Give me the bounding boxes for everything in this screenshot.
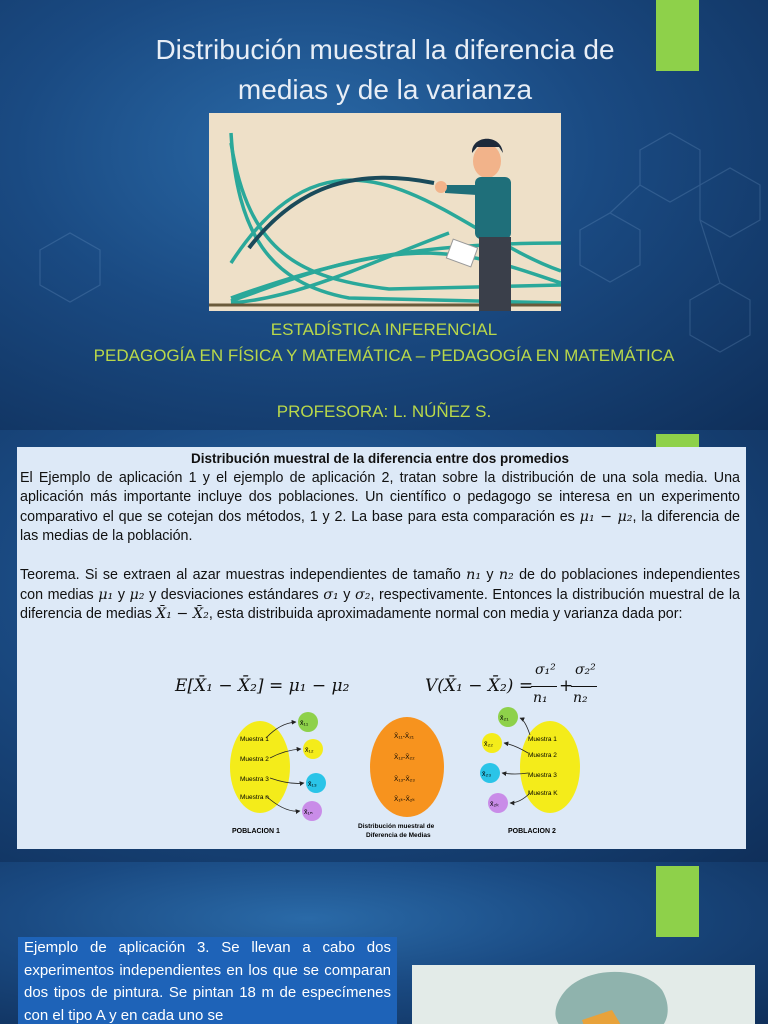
pop2-label: POBLACION 2 [508, 828, 556, 835]
example-slide [0, 862, 768, 1024]
pop1-sample-n: Muestra n [240, 794, 269, 801]
pop1-mean-n: x̄₁ₙ [304, 809, 313, 816]
theory-slide [0, 430, 768, 862]
xbar-difference-symbol: X̄₁ − X̄₂ [155, 606, 209, 622]
conj-y-2: y [117, 586, 125, 603]
course-name: ESTADÍSTICA INFERENCIAL [270, 320, 498, 339]
sigma2-symbol: σ₂ [355, 586, 371, 603]
variance-num-1: σ₁² [535, 662, 556, 678]
variance-plus: + [559, 676, 574, 696]
difference-item-3: X̄₁₃-X̄₂₃ [394, 776, 415, 783]
variance-num-2: σ₂² [575, 662, 596, 678]
theorem-text-e: , esta distribuida aproximadamente normal con media y varianza dada por: [208, 606, 683, 622]
paragraph-theorem [20, 566, 740, 625]
pop2-sample-2: Muestra 2 [528, 752, 557, 759]
accent-bar [656, 866, 699, 937]
formula-expected-value: E[X̄₁ − X̄₂] = μ₁ − μ₂ [175, 676, 350, 696]
intro-text: El Ejemplo de aplicación 1 y el ejemplo de aplicación 2, tratan sobre la distribución de una sola media. Una aplicación más importante incluye dos poblaciones. Un científico o pedagogo se interesa en un experimento comparativo el que se cotejan dos métodos, 1 y 2. La base para esta comparación es [20, 469, 740, 525]
paint-specimen-photo [412, 965, 755, 1024]
middle-label-2: Diferencia de Medias [366, 832, 431, 839]
conj-y-1: y [486, 567, 494, 583]
fraction-bar-2 [571, 686, 597, 687]
theorem-text-a: Teorema. Si se extraen al azar muestras independientes de tamaño [20, 567, 461, 583]
theorem-text-b: de do poblaciones independientes con medias [20, 567, 740, 603]
theorem-text-d: , respectivamente. Entonces la distribución muestral de la diferencia de medias [20, 586, 740, 622]
pop1-sample-3: Muestra 3 [240, 776, 269, 783]
pop1-sample-2: Muestra 2 [240, 756, 269, 763]
intro-text-end: , la diferencia de las medias de la población. [20, 508, 740, 544]
accent-bar [656, 434, 699, 448]
pop2-arrow-3 [502, 773, 528, 774]
n1-symbol: n₁ [466, 567, 482, 583]
pop2-sample-k: Muestra K [528, 790, 558, 797]
program-names: PEDAGOGÍA EN FÍSICA Y MATEMÁTICA – PEDAGOGÍA EN MATEMÁTICA [93, 346, 675, 365]
paragraph-intro [20, 469, 740, 547]
conj-y-3: y [343, 586, 351, 603]
teacher-name: PROFESORA: L. NÚÑEZ S. [276, 402, 492, 421]
title-line-1: Distribución muestral la diferencia de [155, 34, 615, 65]
sigma1-symbol: σ₁ [323, 586, 339, 603]
variance-lhs: V(X̄₁ − X̄₂) = [425, 676, 534, 696]
mu2-symbol: μ₂ [129, 586, 145, 603]
theorem-text-c: y desviaciones estándares [149, 586, 319, 603]
pop2-mean-k: x̄₂ₖ [490, 801, 500, 808]
middle-label-1: Distribución muestral de [358, 823, 435, 830]
title-slide [0, 0, 768, 430]
pop1-mean-3: x̄₁₃ [308, 781, 317, 788]
pop2-sample-1: Muestra 1 [528, 736, 557, 743]
section-heading: Distribución muestral de la diferencia entre dos promedios [190, 451, 570, 466]
theory-text [20, 449, 740, 625]
title-line-2: medias y de la varianza [237, 74, 533, 105]
variance-den-2: n₂ [573, 690, 588, 706]
pop1-label: POBLACION 1 [232, 828, 280, 835]
difference-item-2: X̄₁₂-X̄₂₂ [394, 754, 415, 761]
presentation-title [90, 30, 680, 110]
variance-den-1: n₁ [533, 690, 548, 706]
n2-symbol: n₂ [498, 567, 514, 583]
pop2-arrow-1 [520, 718, 530, 735]
mean-difference-symbol: μ₁ − μ₂ [579, 508, 633, 525]
teacher-curves-illustration [209, 113, 561, 311]
pop1-mean-1: x̄₁₁ [300, 720, 309, 727]
pop2-sample-3: Muestra 3 [528, 772, 557, 779]
difference-item-1: X̄₁₁-X̄₂₁ [394, 733, 414, 740]
fraction-bar-1 [531, 686, 557, 687]
pop1-mean-2: x̄₁₂ [305, 747, 314, 754]
pop2-mean-1: x̄₂₁ [500, 715, 509, 722]
sampling-diagram [0, 705, 768, 845]
example-text-box: Ejemplo de aplicación 3. Se llevan a cabo dos experimentos independientes en los que se comparan dos tipos de pintura. Se pintan 18 m de especímenes con el tipo A y en cada uno se [18, 937, 397, 1024]
mu1-symbol: μ₁ [98, 586, 114, 603]
difference-item-k: X̄₁ₖ-X̄₂ₖ [394, 796, 416, 803]
pop1-sample-1: Muestra 1 [240, 736, 269, 743]
population-2-ellipse [520, 721, 580, 813]
pop2-mean-2: x̄₂₂ [484, 741, 493, 748]
pop2-mean-3: x̄₂₃ [482, 771, 492, 778]
